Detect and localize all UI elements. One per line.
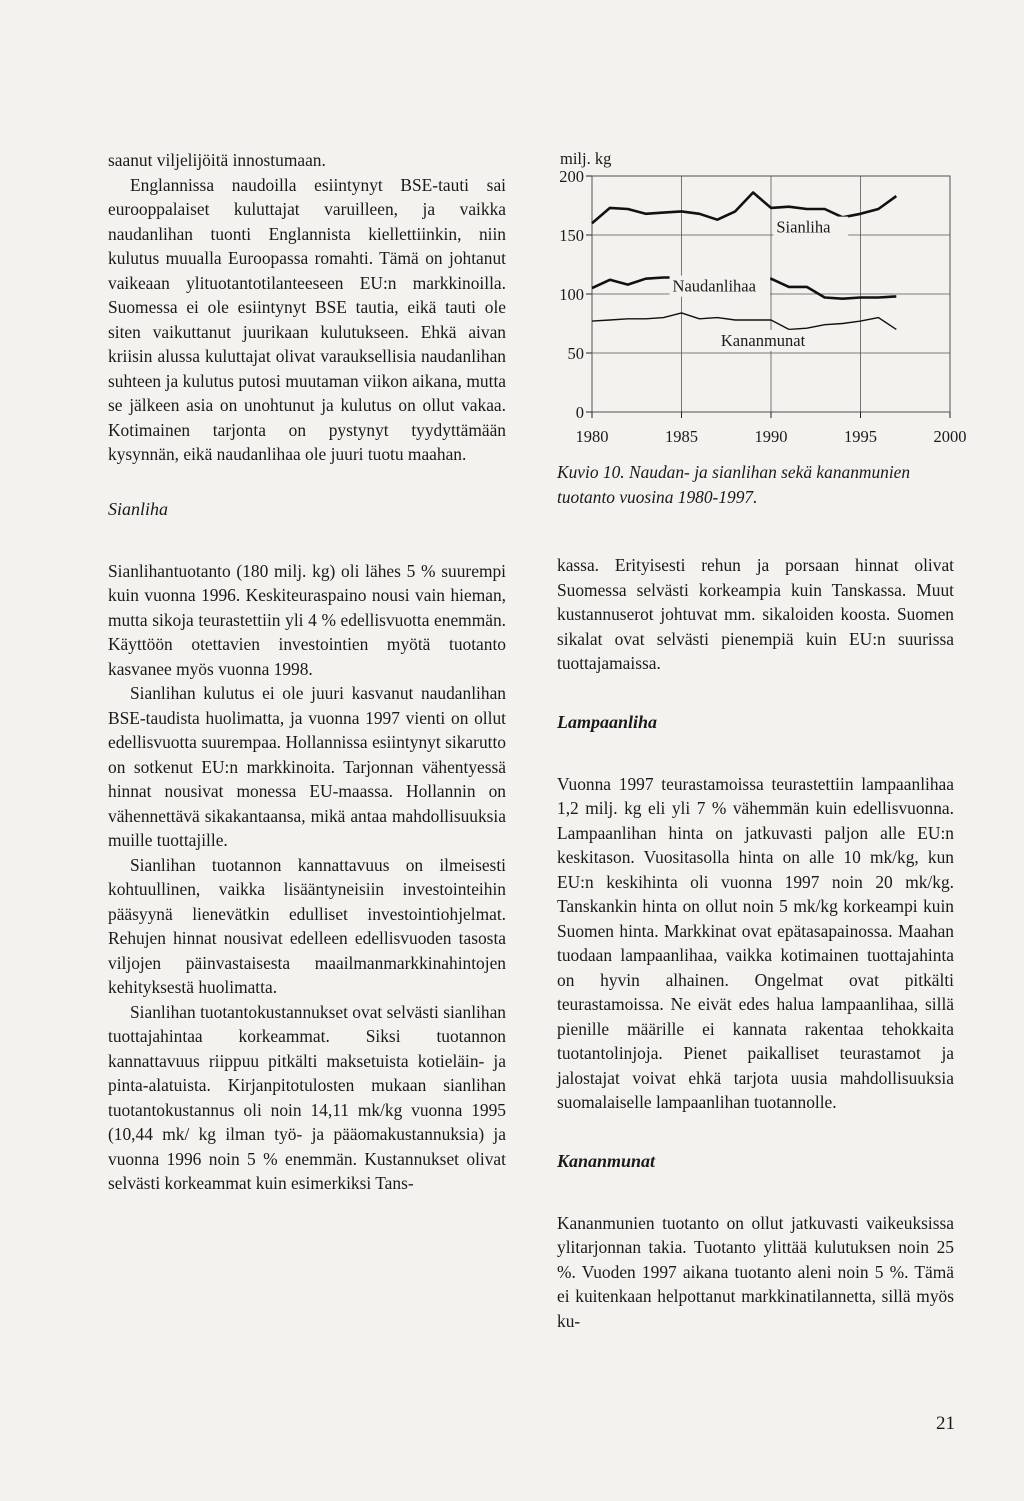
y-tick-label: 0: [575, 403, 584, 422]
series-label: Kananmunat: [720, 330, 806, 350]
y-tick-label: 50: [567, 344, 584, 363]
chart-svg: [540, 150, 980, 450]
series-line-kananmunat: [592, 313, 896, 330]
left-column: [108, 148, 506, 1196]
paragraph: Sianlihan tuotannon kannattavuus on ilmeisesti kohtuullinen, vaikka lisääntyneisiin investointeihin pääsyynä lienevätkin edulliset investointiohjelmat. Rehujen hinnat nousivat edelleen edellisvuoden tasosta viljojen päinvastaisesta maailmanmarkkinahintojen kehityksestä huolimatta.: [108, 854, 506, 997]
paragraph: saanut viljelijöitä innostumaan.: [108, 150, 326, 170]
paragraph: Sianlihan kulutus ei ole juuri kasvanut naudanlihan BSE-taudista huolimatta, ja vuonna 1997 vienti on ollut edellisvuotta suurempaa. Hollannissa esiintynyt sikarutto on sotkenut EU:n markkinoita. Tarjonnan vähentyessä hinnat nousivat monessa EU-maassa. Hollannin on vähennettävä sikakantaansa, mikä antaa mahdollisuuksia muille tuottajille.: [108, 683, 506, 850]
y-tick-label: 150: [559, 226, 584, 245]
y-axis-label: milj. kg: [560, 149, 612, 168]
right-column: [557, 553, 954, 1333]
x-tick-label: 1990: [754, 427, 788, 446]
y-tick-label: 100: [559, 285, 584, 304]
x-tick-label: 2000: [933, 427, 967, 446]
section-heading-lampaanliha: Lampaanliha: [557, 711, 658, 732]
section-heading-kananmunat: Kananmunat: [557, 1150, 656, 1171]
series-label: Sianliha: [776, 217, 831, 237]
figure-caption: Kuvio 10. Naudan- ja sianlihan sekä kananmunien tuotanto vuosina 1980-1997.: [557, 462, 911, 507]
paragraph: Sianlihantuotanto (180 milj. kg) oli lähes 5 % suurempi kuin vuonna 1996. Keskiteuraspaino nousi vain hieman, mutta sikoja teurastettiin yli 4 % edellisvuotta enemmän. Käyttöön otettavien investointien myötä tuotanto kasvanee myös vuonna 1998.: [108, 560, 506, 679]
x-tick-label: 1995: [844, 427, 877, 446]
series-label: Naudanlihaa: [672, 276, 756, 296]
section-heading-sianliha: Sianliha: [108, 498, 169, 519]
y-tick-label: 200: [559, 167, 584, 186]
paragraph: Vuonna 1997 teurastamoissa teurastettiin lampaanlihaa 1,2 milj. kg eli yli 7 % vähemmän kuin edellisvuonna. Lampaanlihan hinta on jatkuvasti paljon alle EU:n keskitason. Vuositasolla hinta on alle 10 mk/kg, kun EU:n keskihinta oli vuonna 1997 noin 20 mk/kg. Tanskankin hinta on ollut noin 5 mk/kg korkeampi kuin Suomen hinta. Markkinat ovat epätasapainossa. Maahan tuodaan lampaanlihaa, vaikka kotimainen tuottajahinta on hyvin alhainen. Ongelmat ovat pitkälti teurastamoissa. Ne eivät edes halua lampaanlihaa, sillä pienille määrille ei kannata rakentaa tehokkaita tuotantolinjoja. Pienet paikalliset teurastamot ja jalostajat voivat ehkä tarjota uusia mahdollisuuksia suomalaiselle lampaanlihan tuotannolle.: [557, 773, 954, 1112]
paragraph: Sianlihan tuotantokustannukset ovat selvästi sianlihan tuottajahintaa korkeammat. Siksi tuotannon kannattavuus riippuu pitkälti maksetuista kotieläin- ja pinta-alatuista. Kirjanpitotulosten mukaan sianlihan tuotantokustannus oli noin 14,11 mk/kg vuonna 1995 (10,44 mk/ kg ilman työ- ja pääomakustannuksia) ja vuonna 1996 noin 5 % enemmän. Kustannukset olivat selvästi korkeammat kuin esimerkiksi Tans-: [108, 1001, 506, 1193]
series-line-sianliha: [592, 193, 896, 224]
paragraph: kassa. Erityisesti rehun ja porsaan hinnat olivat Suomessa selvästi korkeampia kuin Tanskassa. Muut kustannuserot johtuvat mm. sikaloiden koosta. Suomen sikalat ovat selvästi pienempiä kuin EU:n suurissa tuottajamaissa.: [557, 555, 954, 673]
paragraph: Englannissa naudoilla esiintynyt BSE-tauti sai eurooppalaiset kuluttajat varuilleen, ja vaikka naudanlihan tuonti Englannista kiellettiinkin, niin kulutus muualla Euroopassa romahti. Tämä on johtanut vaikeaan ylituotantotilanteeseen EU:n markkinoilla. Suomessa ei ole esiintynyt BSE tautia, eikä tauti ole siten vaikuttanut juurikaan kulutukseen. Ehkä aivan kriisin alussa kuluttajat olivat varauksellisia naudanlihan suhteen ja kulutus putosi muutaman viikon aikana, mutta se jälkeen asia on unohtunut ja kulutus on ollut vakaa. Kotimainen tarjonta on pystynyt tyydyttämään kysynnän, eikä naudanlihaa ole juuri tuotu maahan.: [108, 174, 506, 464]
production-chart: [540, 150, 980, 450]
x-tick-label: 1985: [665, 427, 698, 446]
page-number: 21: [936, 1413, 955, 1434]
paragraph: Kananmunien tuotanto on ollut jatkuvasti vaikeuksissa ylitarjonnan takia. Tuotanto ylittää kulutuksen noin 25 %. Vuoden 1997 aikana tuotanto aleni noin 5 %. Tämä ei kuitenkaan helpottanut markkinatilannetta, sillä myös ku-: [557, 1212, 954, 1331]
x-tick-label: 1980: [575, 427, 609, 446]
